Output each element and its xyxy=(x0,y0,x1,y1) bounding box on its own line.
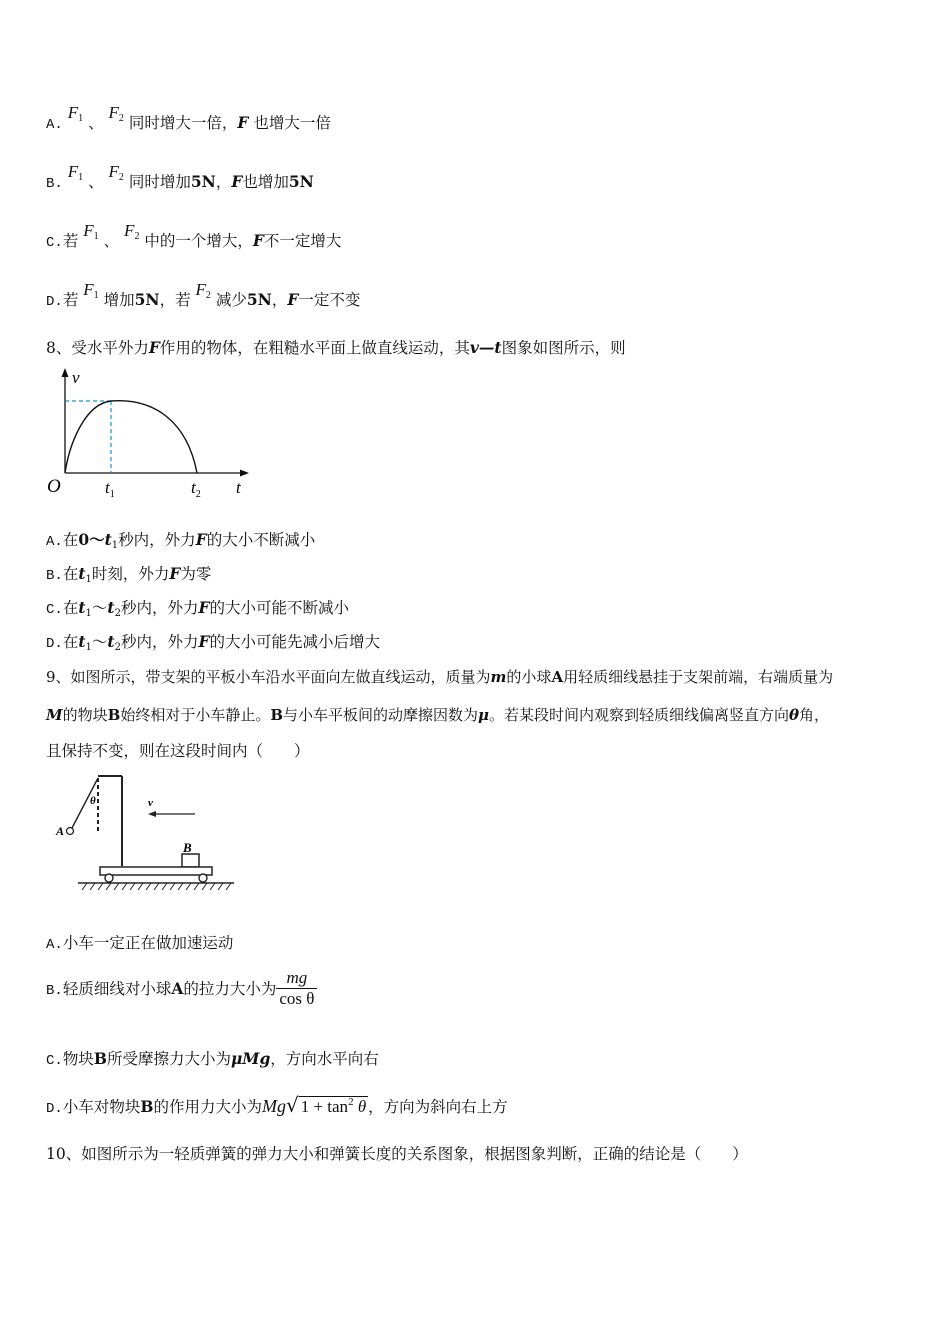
block-b xyxy=(182,854,199,867)
tension-fraction: $\frac{mg}{\text{cos θ}}$ xyxy=(276,968,317,1009)
f2-symbol: F2 xyxy=(108,103,124,124)
q7-option-c: C.若 F1 、 F2 中的一个增大，F不一定增大 xyxy=(46,221,342,251)
t2-label: $t_2$ xyxy=(191,478,201,500)
v-label: v xyxy=(72,368,80,387)
t-axis-arrow xyxy=(240,470,249,477)
f2-symbol: F2 xyxy=(195,280,211,301)
origin-label: O xyxy=(47,476,61,497)
theta-label: θ xyxy=(90,795,96,807)
t-axis-label: t xyxy=(236,478,241,497)
cart-wheel-right xyxy=(199,874,207,882)
q8-stem: 8、受水平外力F作用的物体，在粗糙水平面上做直线运动，其v—t图象如图所示，则 xyxy=(46,338,626,357)
q8-option-c: C.在t1～t2秒内，外力F的大小可能不断减小 xyxy=(46,598,349,619)
cart-wheel-left xyxy=(105,874,113,882)
ball-a-label: A xyxy=(56,824,65,838)
q9-option-c: C.物块B所受摩擦力大小为μMg，方向水平向右 xyxy=(46,1049,379,1069)
f1-symbol: F1 xyxy=(83,221,99,242)
ground-hatching xyxy=(82,883,231,890)
q8-option-b: B.在t1时刻，外力F为零 xyxy=(46,564,212,585)
q9-option-a: A.小车一定正在做加速运动 xyxy=(46,934,234,953)
q9-option-d: D.小车对物块B的作用力大小为Mg√ $1 + \tan^2 \theta$ ，方向为斜向右上方 xyxy=(46,1093,508,1117)
cart-platform xyxy=(100,867,212,875)
q8-option-d: D.在t1～t2秒内，外力F的大小可能先减小后增大 xyxy=(46,632,380,653)
q7-option-d: D.若 F1 增加5N，若 F2 减少5N，F一定不变 xyxy=(46,280,361,310)
t1-label: $t_1$ xyxy=(105,478,115,500)
sqrt-sign: √ xyxy=(285,1093,299,1117)
ball-a xyxy=(67,828,74,835)
f1-symbol: F1 xyxy=(67,162,84,183)
velocity-curve xyxy=(65,401,197,473)
f2-symbol: F2 xyxy=(108,162,124,183)
q7-option-b: B. F1 、 F2 同时增加5N，F也增加5N xyxy=(46,162,314,192)
q9-stem-line3: 且保持不变，则在这段时间内（ ） xyxy=(46,742,310,760)
v-axis-arrow xyxy=(62,368,69,377)
velocity-arrow-head xyxy=(148,811,156,817)
f1-symbol: F1 xyxy=(83,280,99,301)
f1-symbol: F1 xyxy=(67,103,84,124)
cart-figure xyxy=(50,768,240,900)
vt-graph xyxy=(42,366,257,501)
q7-option-a: A. F1 、 F2 同时增大一倍，F 也增大一倍 xyxy=(46,103,331,133)
q10-stem: 10、如图所示为一轻质弹簧的弹力大小和弹簧长度的关系图象，根据图象判断，正确的结论是（ ） xyxy=(46,1145,748,1163)
q9-option-b: B.轻质细线对小球A的拉力大小为 $\frac{mg}{\text{cos θ}}$ xyxy=(46,968,317,1009)
block-b-label: B xyxy=(183,840,192,855)
q9-stem-line2: M的物块B始终相对于小车静止。B与小车平板间的动摩擦因数为μ。若某段时间内观察到轻质细线偏离竖直方向θ角， xyxy=(46,706,830,724)
radicand: $1 + \tan^2 \theta$ xyxy=(300,1096,367,1116)
f2-symbol: F2 xyxy=(124,221,140,242)
q9-stem-line1: 9、如图所示，带支架的平板小车沿水平面向左做直线运动，质量为m的小球A用轻质细线悬挂于支架前端，右端质量为 xyxy=(46,668,834,686)
velocity-label: v xyxy=(148,797,153,809)
q8-option-a: A.在0～t1秒内，外力F的大小不断减小 xyxy=(46,530,316,551)
